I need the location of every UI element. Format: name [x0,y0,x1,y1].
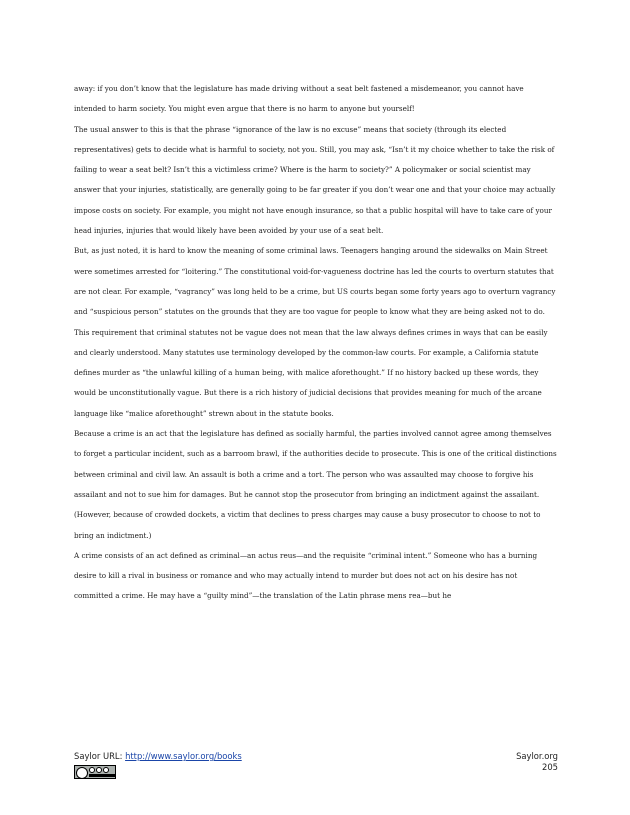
sa-icon [103,767,109,773]
footer-site-info [516,751,558,773]
license-bar [89,774,115,777]
by-icon [89,767,95,773]
paragraph-3: But, as just noted, it is hard to know the meaning of some criminal laws. Teenagers hanging around the sidewalks on Main Street were sometimes arrested for “loitering.” The constitutional void-for-vagueness doctrine has led the courts to overturn statutes that are not clear. For example, “vagrancy” was long held to be a crime, but US courts began some forty years ago to overturn vagrancy and “suspicious person” statutes on the grounds that they are too vague for people to know what they are being asked not to do. [74,246,556,317]
nc-icon [96,767,102,773]
footer-site: Saylor.org [516,751,558,761]
paragraph-2: The usual answer to this is that the phrase “ignorance of the law is no excuse” means that society (through its elected representatives) gets to decide what is harmful to society, not you. Still, you may ask, “Isn’t it my choice whether to take the risk of failing to wear a seat belt? Isn’t this a victimless crime? Where is the harm to society?” A policymaker or social scientist may answer that your injuries, statistically, are generally going to be far greater if you don’t wear one and that your choice may actually impose costs on society. For example, you might not have enough insurance, so that a public hospital will have to take care of your head injuries, injuries that would likely have been avoided by your use of a seat belt. [74,124,556,236]
footer-url-link[interactable]: http://www.saylor.org/books [125,751,242,761]
footer-url-label: Saylor URL: [74,751,126,761]
paragraph-4: This requirement that criminal statutes not be vague does not mean that the law always defines crimes in ways that can be easily and clearly understood. Many statutes use terminology developed by the common-law courts. For example, a California statute defines murder as “the unlawful killing of a human being, with malice aforethought.” If no history backed up these words, they would be unconstitutionally vague. But there is a rich history of judicial decisions that provides meaning for much of the arcane language like “malice aforethought” strewn about in the statute books. [74,327,548,418]
paragraph-1: away: if you don’t know that the legislature has made driving without a seat belt fastened a misdemeanor, you cannot have intended to harm society. You might even argue that there is no harm to anyone but yourself! [74,84,524,114]
page-footer [74,751,558,791]
license-attribute-icons [89,767,115,773]
paragraph-5: Because a crime is an act that the legislature has defined as socially harmful, the parties involved cannot agree among themselves to forget a particular incident, such as a barroom brawl, if the authorities decide to prosecute. This is one of the critical distinctions between criminal and civil law. An assault is both a crime and a tort. The person who was assaulted may choose to forgive his assailant and not to sue him for damages. But he cannot stop the prosecutor from bringing an indictment against the assailant. (However, because of crowded dockets, a victim that declines to press charges may cause a busy prosecutor to choose to not to bring an indictment.) [74,429,557,540]
footer-source [74,751,242,762]
page-number: 205 [542,762,558,772]
page-body [74,79,558,607]
cc-logo-icon [76,767,88,779]
paragraph-6: A crime consists of an act defined as criminal—an actus reus—and the requisite “criminal intent.” Someone who has a burning desire to kill a rival in business or romance and who may actually intend to murder but does not act on his desire has not committed a crime. He may have a “guilty mind”—the translation of the Latin phrase mens rea—but he [74,550,538,601]
creative-commons-license-icon [74,765,116,779]
